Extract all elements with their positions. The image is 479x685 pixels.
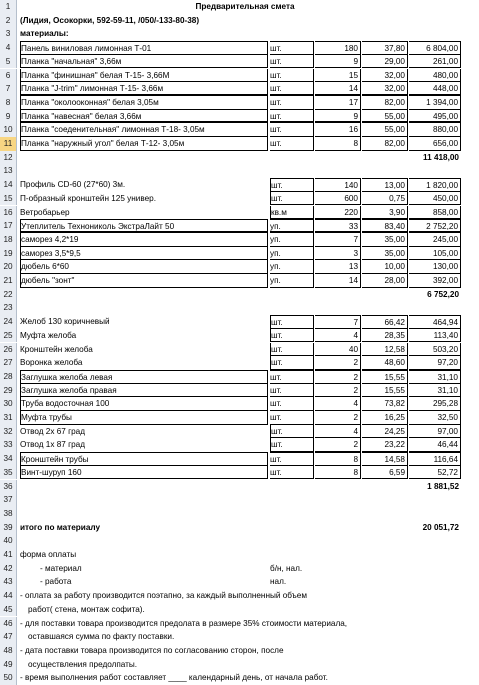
item-name[interactable]: Отвод 1х 87 град [20,440,85,450]
item-qty[interactable]: 600 [315,192,361,206]
item-name[interactable]: саморез 4,2*19 [20,233,268,247]
sheet-row [0,575,479,589]
item-name[interactable]: Планка "финишная" белая Т-15- 3,66М [20,69,268,83]
item-qty[interactable]: 4 [315,329,361,343]
row-header[interactable]: 31 [0,411,17,425]
subtotal-2[interactable]: 6 752,20 [427,289,459,299]
row-header[interactable]: 3 [0,27,17,41]
row-header[interactable]: 34 [0,452,17,466]
row-header[interactable]: 37 [0,493,17,507]
item-qty[interactable]: 9 [315,110,361,124]
item-price[interactable]: 0,75 [362,192,408,206]
sheet-row [0,548,479,562]
row-header[interactable]: 17 [0,219,17,233]
row-header[interactable]: 30 [0,397,17,411]
note-line[interactable]: работ( стена, монтаж софита). [28,604,145,614]
item-qty[interactable]: 2 [315,384,361,398]
row-header[interactable]: 14 [0,178,17,192]
row-header[interactable]: 7 [0,82,17,96]
item-sum[interactable]: 392,00 [409,274,461,288]
item-sum[interactable]: 46,44 [409,438,461,452]
item-qty[interactable]: 2 [315,356,361,370]
item-unit[interactable]: шт. [270,343,314,357]
item-name[interactable]: Планка "околооконная" белая 3,05м [20,96,268,110]
sheet-row [0,288,479,302]
item-price[interactable]: 73,82 [362,397,408,411]
row-header[interactable]: 32 [0,425,17,439]
table-row [0,260,479,274]
item-sum[interactable]: 31,10 [409,384,461,398]
table-row [0,123,479,137]
item-qty[interactable]: 2 [315,438,361,452]
item-unit[interactable]: уп. [270,274,314,288]
item-name[interactable]: Желоб 130 коричневый [20,317,110,327]
row-header[interactable]: 27 [0,356,17,370]
item-qty[interactable]: 4 [315,397,361,411]
table-row [0,329,479,343]
table-row [0,206,479,220]
item-unit[interactable]: шт. [270,356,314,370]
sheet-row [0,507,479,521]
item-name[interactable]: Кронштейн желоба [20,344,93,354]
row-header[interactable]: 12 [0,151,17,165]
item-name[interactable]: Труба водосточная 100 [20,397,268,411]
item-name[interactable]: Планка "J-trim" лимонная Т-15- 3,66м [20,82,268,96]
item-name[interactable]: Заглушка желоба левая [20,370,268,384]
item-qty[interactable]: 16 [315,123,361,137]
item-price[interactable]: 48,60 [362,356,408,370]
item-name[interactable]: Муфта трубы [20,411,268,425]
item-sum[interactable]: 656,00 [409,137,461,151]
table-row [0,233,479,247]
row-header[interactable]: 48 [0,644,17,658]
payment-work-value[interactable]: нал. [270,577,287,587]
item-unit[interactable]: уп. [270,233,314,247]
item-qty[interactable]: 8 [315,452,361,466]
item-qty[interactable]: 15 [315,69,361,83]
row-header[interactable]: 35 [0,466,17,480]
item-price[interactable]: 29,00 [362,55,408,69]
item-unit[interactable]: шт. [270,123,314,137]
item-price[interactable]: 13,00 [362,178,408,192]
item-qty[interactable]: 180 [315,41,361,55]
row-header[interactable]: 33 [0,438,17,452]
item-price[interactable]: 24,25 [362,425,408,439]
item-name[interactable]: Планка "навесная" белая 3,66м [20,110,268,124]
item-unit[interactable]: шт. [270,82,314,96]
item-price[interactable]: 55,00 [362,110,408,124]
item-unit[interactable]: шт. [270,370,314,384]
grand-total-label[interactable]: итого по материалу [20,522,101,532]
sheet-row [0,151,479,165]
subtotal-1[interactable]: 11 418,00 [423,152,459,162]
row-header[interactable]: 22 [0,288,17,302]
item-unit[interactable]: шт. [270,178,314,192]
sheet-row [0,301,479,315]
item-price[interactable]: 28,35 [362,329,408,343]
item-price[interactable]: 12,58 [362,343,408,357]
payment-material[interactable]: - материал [40,563,82,573]
row-header[interactable]: 19 [0,247,17,261]
item-sum[interactable]: 295,28 [409,397,461,411]
item-unit[interactable]: шт. [270,384,314,398]
row-header[interactable]: 45 [0,603,17,617]
item-unit[interactable]: шт. [270,452,314,466]
item-sum[interactable]: 116,64 [409,452,461,466]
item-sum[interactable]: 1 820,00 [409,178,461,192]
row-header[interactable]: 47 [0,630,17,644]
row-header[interactable]: 38 [0,507,17,521]
contact-info[interactable]: (Лидия, Осокорки, 592-59-11, /050/-133-80-38) [20,15,200,25]
sheet-row [0,521,479,535]
sheet-row [0,164,479,178]
item-qty[interactable]: 140 [315,178,361,192]
item-price[interactable]: 66,42 [362,315,408,329]
table-row [0,192,479,206]
row-header[interactable]: 1 [0,0,17,14]
item-name[interactable]: Профиль CD-60 (27*60) 3м. [20,180,126,190]
item-unit[interactable]: шт. [270,96,314,110]
item-unit[interactable]: шт. [270,110,314,124]
item-qty[interactable]: 8 [315,466,361,480]
item-name[interactable]: Муфта желоба [20,330,77,340]
row-header[interactable]: 49 [0,658,17,672]
sheet-row [0,27,479,41]
item-name[interactable]: дюбель "зонт" [20,274,268,288]
item-price[interactable]: 28,00 [362,274,408,288]
item-sum[interactable]: 52,72 [409,466,461,480]
item-sum[interactable]: 858,00 [409,206,461,220]
item-unit[interactable]: шт. [270,55,314,69]
row-header[interactable]: 40 [0,534,17,548]
sheet-row [0,14,479,28]
item-price[interactable]: 6,59 [362,466,408,480]
note-line[interactable]: - для поставки товара производится предолата в размере 35% стоимости материала, [20,618,348,628]
item-name[interactable]: Планка "соеденительная" лимонная Т-18- 3,05м [20,123,268,137]
item-price[interactable]: 32,00 [362,69,408,83]
row-header[interactable]: 2 [0,14,17,28]
sheet-row [0,603,479,617]
note-line[interactable]: - время выполнения работ составляет ____ календарный день, от начала работ. [20,673,328,683]
estimate-title[interactable]: Предварительная смета [195,2,295,11]
payment-work[interactable]: - работа [40,577,72,587]
row-header[interactable]: 9 [0,110,17,124]
row-header[interactable]: 44 [0,589,17,603]
row-header[interactable]: 24 [0,315,17,329]
row-header[interactable]: 26 [0,343,17,357]
item-name[interactable]: Кронштейн трубы [20,452,268,466]
item-unit[interactable]: шт. [270,137,314,151]
sheet-row [0,0,479,14]
item-unit[interactable]: шт. [270,315,314,329]
item-qty[interactable]: 14 [315,274,361,288]
note-line[interactable]: оставшаяся сумма по факту поставки. [28,632,175,642]
item-unit[interactable]: шт. [270,397,314,411]
table-row [0,438,479,452]
item-name[interactable]: П-образный кронштейн 125 универ. [20,193,157,203]
item-unit[interactable]: уп. [270,260,314,274]
item-name[interactable]: Воронка желоба [20,358,83,368]
table-row [0,411,479,425]
row-header[interactable]: 23 [0,301,17,315]
item-price[interactable]: 10,00 [362,260,408,274]
table-row [0,274,479,288]
row-header[interactable]: 36 [0,480,17,494]
row-header[interactable]: 39 [0,521,17,535]
note-line[interactable]: - оплата за работу производится поэтапно, за каждый выполненный объем [20,591,307,601]
sheet-row [0,589,479,603]
item-qty[interactable]: 2 [315,411,361,425]
item-sum[interactable]: 480,00 [409,69,461,83]
table-row [0,247,479,261]
item-sum[interactable]: 450,00 [409,192,461,206]
item-sum[interactable]: 261,00 [409,55,461,69]
table-row [0,219,479,233]
sheet-row [0,480,479,494]
item-sum[interactable]: 130,00 [409,260,461,274]
item-sum[interactable]: 6 804,00 [409,41,461,55]
table-row [0,110,479,124]
item-price[interactable]: 83,40 [362,219,408,233]
item-price[interactable]: 55,00 [362,123,408,137]
item-price[interactable]: 14,58 [362,452,408,466]
item-sum[interactable]: 464,94 [409,315,461,329]
item-name[interactable]: Планка "начальная" 3,66м [20,55,268,69]
item-name[interactable]: Утеплитель Технониколь ЭкстраЛайт 50 [20,219,268,233]
item-sum[interactable]: 245,00 [409,233,461,247]
item-sum[interactable]: 105,00 [409,247,461,261]
item-price[interactable]: 16,25 [362,411,408,425]
item-qty[interactable]: 14 [315,82,361,96]
item-qty[interactable]: 7 [315,233,361,247]
item-name[interactable]: саморез 3,5*9,5 [20,247,268,261]
item-qty[interactable]: 4 [315,425,361,439]
table-row [0,370,479,384]
item-price[interactable]: 35,00 [362,233,408,247]
item-sum[interactable]: 2 752,20 [409,219,461,233]
item-unit[interactable]: уп. [270,219,314,233]
table-row [0,343,479,357]
item-qty[interactable]: 40 [315,343,361,357]
item-unit[interactable]: шт. [270,466,314,480]
row-header[interactable]: 28 [0,370,17,384]
item-unit[interactable]: шт. [270,438,314,452]
item-unit[interactable]: шт. [270,69,314,83]
sheet-row [0,658,479,672]
sheet-row [0,644,479,658]
item-sum[interactable]: 880,00 [409,123,461,137]
item-price[interactable]: 15,55 [362,370,408,384]
item-qty[interactable]: 9 [315,55,361,69]
item-qty[interactable]: 7 [315,315,361,329]
sheet-row [0,671,479,685]
item-name[interactable]: дюбель 6*60 [20,260,268,274]
item-name[interactable]: Отвод 2х 67 град [20,426,85,436]
item-unit[interactable]: шт. [270,41,314,55]
row-header[interactable]: 13 [0,164,17,178]
item-sum[interactable]: 97,20 [409,356,461,370]
sheet-row [0,617,479,631]
row-header[interactable]: 10 [0,123,17,137]
subtotal-3[interactable]: 1 881,52 [427,481,459,491]
row-header[interactable]: 29 [0,384,17,398]
grand-total[interactable]: 20 051,72 [422,522,459,532]
payment-material-value[interactable]: б/н, нал. [270,563,303,573]
sheet-row [0,562,479,576]
row-header[interactable]: 15 [0,192,17,206]
item-price[interactable]: 3,90 [362,206,408,220]
row-header[interactable]: 46 [0,617,17,631]
item-price[interactable]: 35,00 [362,247,408,261]
item-qty[interactable]: 220 [315,206,361,220]
table-row [0,356,479,370]
item-qty[interactable]: 8 [315,137,361,151]
item-name[interactable]: Панель виниловая лимонная Т-01 [20,41,268,55]
item-name[interactable]: Планка "наружный угол" белая Т-12- 3,05м [20,137,268,151]
row-header[interactable]: 42 [0,562,17,576]
row-header[interactable]: 43 [0,575,17,589]
item-unit[interactable]: кв.м [270,206,314,220]
row-header[interactable]: 16 [0,206,17,220]
table-row [0,69,479,83]
note-line[interactable]: осуществления предолпаты. [28,659,138,669]
row-header[interactable]: 41 [0,548,17,562]
item-unit[interactable]: уп. [270,247,314,261]
row-header[interactable]: 21 [0,274,17,288]
item-sum[interactable]: 113,40 [409,329,461,343]
sheet-row [0,493,479,507]
note-line[interactable]: - дата поставки товара производится по согласованию сторон, после [20,645,284,655]
item-name[interactable]: Ветробарьер [20,207,70,217]
item-qty[interactable]: 13 [315,260,361,274]
table-row [0,137,479,151]
item-sum[interactable]: 32,50 [409,411,461,425]
item-price[interactable]: 15,55 [362,384,408,398]
row-header[interactable]: 18 [0,233,17,247]
table-row [0,315,479,329]
table-row [0,466,479,480]
materials-label[interactable]: материалы: [20,29,69,39]
item-price[interactable]: 37,80 [362,41,408,55]
item-unit[interactable]: шт. [270,411,314,425]
item-unit[interactable]: шт. [270,329,314,343]
row-header[interactable]: 8 [0,96,17,110]
item-price[interactable]: 82,00 [362,96,408,110]
item-qty[interactable]: 2 [315,370,361,384]
item-sum[interactable]: 495,00 [409,110,461,124]
item-qty[interactable]: 3 [315,247,361,261]
table-row [0,425,479,439]
item-qty[interactable]: 17 [315,96,361,110]
item-price[interactable]: 82,00 [362,137,408,151]
row-header[interactable]: 20 [0,260,17,274]
item-price[interactable]: 23,22 [362,438,408,452]
item-sum[interactable]: 31,10 [409,370,461,384]
row-header[interactable]: 6 [0,69,17,83]
table-row [0,96,479,110]
item-name[interactable]: Винт-шуруп 160 [20,466,268,480]
item-price[interactable]: 32,00 [362,82,408,96]
row-header-selected[interactable]: 11 [0,137,17,151]
item-unit[interactable]: шт. [270,425,314,439]
table-row [0,384,479,398]
table-row [0,82,479,96]
row-header[interactable]: 5 [0,55,17,69]
table-row [0,397,479,411]
row-header[interactable]: 50 [0,671,17,685]
table-row [0,178,479,192]
item-name[interactable]: Заглушка желоба правая [20,384,268,398]
sheet-row [0,534,479,548]
row-header[interactable]: 25 [0,329,17,343]
item-sum[interactable]: 97,00 [409,425,461,439]
payment-label[interactable]: форма оплаты [20,550,77,559]
item-sum[interactable]: 1 394,00 [409,96,461,110]
row-header[interactable]: 4 [0,41,17,55]
sheet-row [0,630,479,644]
item-qty[interactable]: 33 [315,219,361,233]
table-row [0,452,479,466]
item-sum[interactable]: 448,00 [409,82,461,96]
table-row [0,55,479,69]
item-sum[interactable]: 503,20 [409,343,461,357]
table-row [0,41,479,55]
item-unit[interactable]: шт. [270,192,314,206]
